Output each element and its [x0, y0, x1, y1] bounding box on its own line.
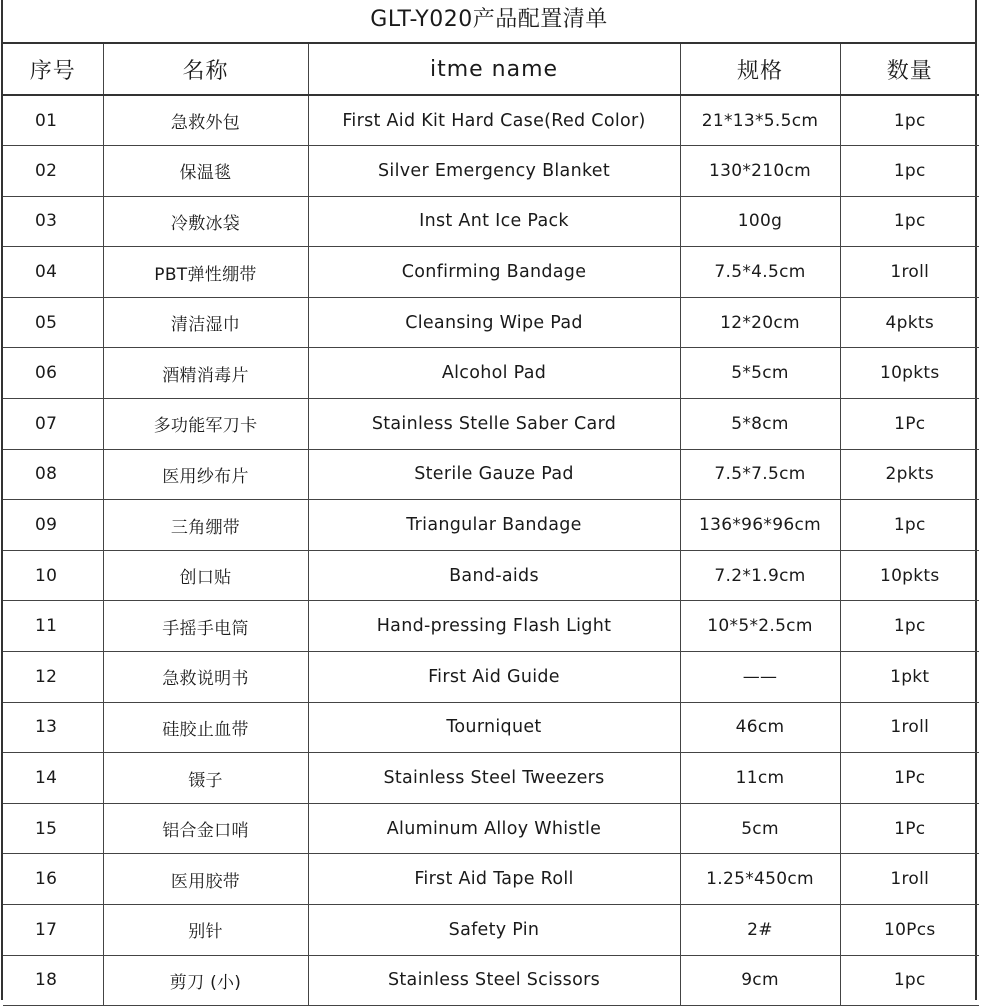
cell-name-cn: 硅胶止血带 [103, 702, 308, 753]
cell-name-cn: 镊子 [103, 753, 308, 804]
table-row [3, 95, 979, 146]
cell-spec: 136*96*96cm [680, 500, 840, 551]
cell-qty: 1roll [840, 854, 979, 905]
table-header-row [3, 44, 979, 95]
cell-name-en: Alcohol Pad [308, 348, 680, 399]
cell-index: 16 [3, 854, 103, 905]
cell-qty: 1pc [840, 601, 979, 652]
cell-spec: 5*8cm [680, 399, 840, 450]
cell-index: 09 [3, 500, 103, 551]
cell-index: 07 [3, 399, 103, 450]
cell-qty: 1pc [840, 146, 979, 197]
cell-spec: 11cm [680, 753, 840, 804]
table-row [3, 146, 979, 197]
cell-qty: 1Pc [840, 753, 979, 804]
cell-name-cn: 多功能军刀卡 [103, 399, 308, 450]
cell-spec: 12*20cm [680, 297, 840, 348]
table-row [3, 500, 979, 551]
configuration-sheet [1, 0, 977, 1000]
cell-index: 03 [3, 196, 103, 247]
cell-spec: 21*13*5.5cm [680, 95, 840, 146]
cell-spec: 100g [680, 196, 840, 247]
cell-qty: 1pc [840, 955, 979, 1006]
cell-name-cn: 三角绷带 [103, 500, 308, 551]
table-row [3, 348, 979, 399]
cell-spec: 130*210cm [680, 146, 840, 197]
cell-qty: 1roll [840, 702, 979, 753]
cell-name-en: First Aid Tape Roll [308, 854, 680, 905]
cell-spec: 5cm [680, 803, 840, 854]
cell-name-cn: 冷敷冰袋 [103, 196, 308, 247]
table-row [3, 652, 979, 703]
table-row [3, 449, 979, 500]
column-header-spec: 规格 [680, 44, 840, 95]
cell-name-cn: 创口贴 [103, 550, 308, 601]
cell-qty: 10pkts [840, 348, 979, 399]
cell-qty: 1pc [840, 196, 979, 247]
cell-qty: 1pc [840, 95, 979, 146]
cell-spec: 10*5*2.5cm [680, 601, 840, 652]
cell-name-cn: 医用胶带 [103, 854, 308, 905]
configuration-table [3, 44, 979, 1006]
cell-name-cn: 清洁湿巾 [103, 297, 308, 348]
cell-index: 17 [3, 905, 103, 956]
cell-name-cn: 别针 [103, 905, 308, 956]
cell-name-en: Stainless Steel Scissors [308, 955, 680, 1006]
table-row [3, 297, 979, 348]
cell-name-cn: PBT弹性绷带 [103, 247, 308, 298]
cell-index: 18 [3, 955, 103, 1006]
cell-qty: 1Pc [840, 399, 979, 450]
cell-name-en: Stainless Stelle Saber Card [308, 399, 680, 450]
cell-name-en: Silver Emergency Blanket [308, 146, 680, 197]
cell-name-en: Triangular Bandage [308, 500, 680, 551]
column-header-name-cn: 名称 [103, 44, 308, 95]
cell-qty: 2pkts [840, 449, 979, 500]
cell-qty: 1pc [840, 500, 979, 551]
cell-spec: 7.5*4.5cm [680, 247, 840, 298]
cell-name-cn: 医用纱布片 [103, 449, 308, 500]
cell-name-en: Tourniquet [308, 702, 680, 753]
cell-name-en: Cleansing Wipe Pad [308, 297, 680, 348]
cell-qty: 10pkts [840, 550, 979, 601]
document-title: GLT-Y020产品配置清单 [3, 0, 975, 44]
cell-name-cn: 酒精消毒片 [103, 348, 308, 399]
cell-spec: 46cm [680, 702, 840, 753]
cell-name-cn: 急救说明书 [103, 652, 308, 703]
cell-name-en: Hand-pressing Flash Light [308, 601, 680, 652]
table-row [3, 196, 979, 247]
table-row [3, 955, 979, 1006]
table-row [3, 803, 979, 854]
cell-name-en: Inst Ant Ice Pack [308, 196, 680, 247]
table-row [3, 854, 979, 905]
cell-spec: 7.2*1.9cm [680, 550, 840, 601]
cell-index: 02 [3, 146, 103, 197]
cell-name-en: First Aid Kit Hard Case(Red Color) [308, 95, 680, 146]
column-header-name-en: itme name [308, 44, 680, 95]
cell-qty: 1Pc [840, 803, 979, 854]
cell-name-cn: 急救外包 [103, 95, 308, 146]
table-row [3, 905, 979, 956]
cell-name-cn: 剪刀 (小) [103, 955, 308, 1006]
cell-name-cn: 铝合金口哨 [103, 803, 308, 854]
cell-index: 10 [3, 550, 103, 601]
cell-spec: 5*5cm [680, 348, 840, 399]
table-row [3, 550, 979, 601]
table-row [3, 399, 979, 450]
cell-spec: 9cm [680, 955, 840, 1006]
cell-name-en: First Aid Guide [308, 652, 680, 703]
cell-index: 01 [3, 95, 103, 146]
cell-index: 15 [3, 803, 103, 854]
cell-name-en: Confirming Bandage [308, 247, 680, 298]
cell-name-en: Safety Pin [308, 905, 680, 956]
cell-name-cn: 保温毯 [103, 146, 308, 197]
table-row [3, 601, 979, 652]
cell-qty: 1pkt [840, 652, 979, 703]
cell-index: 08 [3, 449, 103, 500]
column-header-qty: 数量 [840, 44, 979, 95]
table-row [3, 247, 979, 298]
cell-spec: 2# [680, 905, 840, 956]
cell-index: 05 [3, 297, 103, 348]
cell-qty: 1roll [840, 247, 979, 298]
cell-index: 13 [3, 702, 103, 753]
cell-spec: 7.5*7.5cm [680, 449, 840, 500]
table-body [3, 95, 979, 1006]
cell-name-cn: 手摇手电筒 [103, 601, 308, 652]
cell-index: 14 [3, 753, 103, 804]
cell-index: 04 [3, 247, 103, 298]
cell-spec: —— [680, 652, 840, 703]
table-row [3, 753, 979, 804]
cell-qty: 10Pcs [840, 905, 979, 956]
table-row [3, 702, 979, 753]
cell-name-en: Band-aids [308, 550, 680, 601]
cell-index: 11 [3, 601, 103, 652]
cell-spec: 1.25*450cm [680, 854, 840, 905]
cell-index: 06 [3, 348, 103, 399]
cell-qty: 4pkts [840, 297, 979, 348]
cell-index: 12 [3, 652, 103, 703]
cell-name-en: Stainless Steel Tweezers [308, 753, 680, 804]
cell-name-en: Sterile Gauze Pad [308, 449, 680, 500]
cell-name-en: Aluminum Alloy Whistle [308, 803, 680, 854]
column-header-index: 序号 [3, 44, 103, 95]
